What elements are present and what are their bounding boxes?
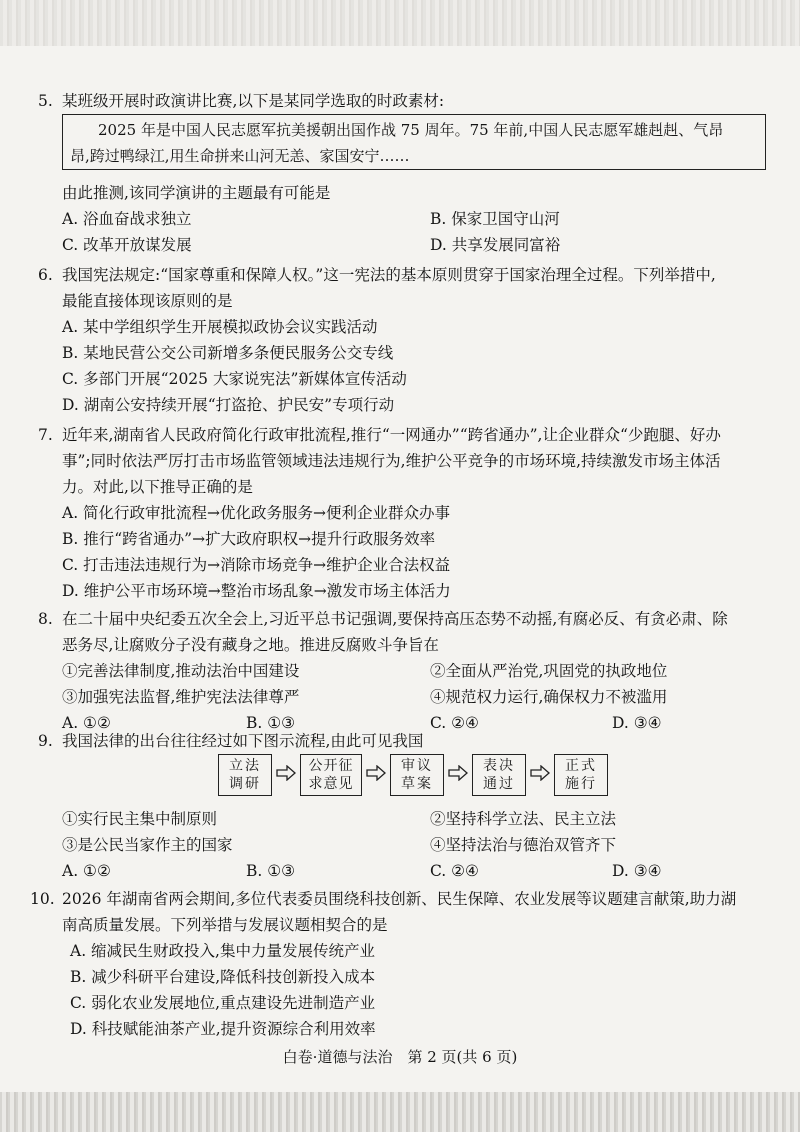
flow-step-legislative-research bbox=[218, 754, 272, 796]
q8-option-d[interactable]: D. ③④ bbox=[612, 714, 662, 732]
q8-line2: 恶务尽,让腐败分子没有藏身之地。推进反腐败斗争旨在 bbox=[62, 636, 439, 654]
q6-option-d[interactable]: D. 湖南公安持续开展“打盗抢、护民安”专项行动 bbox=[62, 396, 395, 414]
flow-step-1-line2: 调研 bbox=[229, 776, 261, 792]
q10-option-a[interactable]: A. 缩减民生财政投入,集中力量发展传统产业 bbox=[70, 942, 375, 960]
flow-step-1-line1: 立法 bbox=[229, 758, 261, 774]
flow-step-5-line1: 正式 bbox=[565, 758, 597, 774]
flow-step-2-line2: 求意见 bbox=[308, 776, 354, 792]
flow-step-4-line1: 表决 bbox=[483, 758, 515, 774]
q6-line2: 最能直接体现该原则的是 bbox=[62, 292, 233, 310]
q8-option-a[interactable]: A. ①② bbox=[62, 714, 111, 732]
q10-option-b[interactable]: B. 减少科研平台建设,降低科技创新投入成本 bbox=[70, 968, 376, 986]
q5-material-line2: 昂,跨过鸭绿江,用生命拼来山河无恙、家国安宁…… bbox=[70, 147, 410, 165]
q8-line1: 在二十届中央纪委五次全会上,习近平总书记强调,要保持高压态势不动摇,有腐必反、有贪必肃、除 bbox=[62, 610, 728, 628]
q7-line3: 力。对此,以下推导正确的是 bbox=[62, 478, 253, 496]
flow-step-3-line2: 草案 bbox=[401, 776, 433, 792]
flow-arrow-4-icon bbox=[530, 765, 550, 781]
q9-item-2: ②坚持科学立法、民主立法 bbox=[430, 810, 617, 828]
flow-arrow-3-icon bbox=[448, 765, 468, 781]
q6-option-c[interactable]: C. 多部门开展“2025 大家说宪法”新媒体宣传活动 bbox=[62, 370, 407, 388]
q8-item-2: ②全面从严治党,巩固党的执政地位 bbox=[430, 662, 668, 680]
q8-item-3: ③加强宪法监督,维护宪法法律尊严 bbox=[62, 688, 300, 706]
q8-option-c[interactable]: C. ②④ bbox=[430, 714, 479, 732]
q6-option-b[interactable]: B. 某地民营公交公司新增多条便民服务公交专线 bbox=[62, 344, 394, 362]
page-footer: 白卷·道德与法治 第 2 页(共 6 页) bbox=[282, 1048, 518, 1066]
q8-option-b[interactable]: B. ①③ bbox=[246, 714, 296, 732]
q10-line1: 2026 年湖南省两会期间,多位代表委员围绕科技创新、民生保障、农业发展等议题建言献策,助力湖 bbox=[62, 890, 737, 908]
q9-item-4: ④坚持法治与德治双管齐下 bbox=[430, 836, 617, 854]
q5-option-d[interactable]: D. 共享发展同富裕 bbox=[430, 236, 561, 254]
q7-option-c[interactable]: C. 打击违法违规行为→消除市场竞争→维护企业合法权益 bbox=[62, 556, 451, 574]
q8-number: 8. bbox=[38, 610, 53, 628]
q9-option-a[interactable]: A. ①② bbox=[62, 862, 111, 880]
q6-option-a[interactable]: A. 某中学组织学生开展模拟政协会议实践活动 bbox=[62, 318, 378, 336]
q5-option-c[interactable]: C. 改革开放谋发展 bbox=[62, 236, 192, 254]
flow-step-review-draft bbox=[390, 754, 444, 796]
q5-question: 由此推测,该同学演讲的主题最有可能是 bbox=[62, 184, 331, 202]
q7-number: 7. bbox=[38, 426, 53, 444]
q9-stem: 我国法律的出台往往经过如下图示流程,由此可见我国 bbox=[62, 732, 424, 750]
q7-line2: 事”;同时依法严厉打击市场监管领域违法违规行为,维护公平竞争的市场环境,持续激发市场主体活 bbox=[62, 452, 721, 470]
q9-option-b[interactable]: B. ①③ bbox=[246, 862, 296, 880]
q10-option-c[interactable]: C. 弱化农业发展地位,重点建设先进制造产业 bbox=[70, 994, 376, 1012]
flow-step-2-line1: 公开征 bbox=[308, 758, 354, 774]
q9-item-1: ①实行民主集中制原则 bbox=[62, 810, 218, 828]
flow-step-vote-pass bbox=[472, 754, 526, 796]
q7-option-d[interactable]: D. 维护公平市场环境→整治市场乱象→激发市场主体活力 bbox=[62, 582, 451, 600]
q5-option-a[interactable]: A. 浴血奋战求独立 bbox=[62, 210, 192, 228]
q10-line2: 南高质量发展。下列举措与发展议题相契合的是 bbox=[62, 916, 388, 934]
q9-option-c[interactable]: C. ②④ bbox=[430, 862, 479, 880]
q5-material-line1: 2025 年是中国人民志愿军抗美援朝出国作战 75 周年。75 年前,中国人民志愿军雄赳赳、气昂 bbox=[98, 121, 724, 139]
q10-number: 10. bbox=[30, 890, 55, 908]
flow-step-3-line1: 审议 bbox=[401, 758, 433, 774]
q9-number: 9. bbox=[38, 732, 53, 750]
flow-step-enactment bbox=[554, 754, 608, 796]
flow-step-5-line2: 施行 bbox=[565, 776, 597, 792]
q7-option-b[interactable]: B. 推行“跨省通办”→扩大政府职权→提升行政服务效率 bbox=[62, 530, 436, 548]
q9-option-d[interactable]: D. ③④ bbox=[612, 862, 662, 880]
q7-option-a[interactable]: A. 简化行政审批流程→优化政务服务→便利企业群众办事 bbox=[62, 504, 451, 522]
q5-stem: 某班级开展时政演讲比赛,以下是某同学选取的时政素材: bbox=[62, 92, 445, 110]
q5-number: 5. bbox=[38, 92, 53, 110]
q5-option-b[interactable]: B. 保家卫国守山河 bbox=[430, 210, 560, 228]
q8-item-1: ①完善法律制度,推动法治中国建设 bbox=[62, 662, 300, 680]
flow-step-4-line2: 通过 bbox=[483, 776, 515, 792]
q6-number: 6. bbox=[38, 266, 53, 284]
q10-option-d[interactable]: D. 科技赋能油茶产业,提升资源综合利用效率 bbox=[70, 1020, 376, 1038]
q7-line1: 近年来,湖南省人民政府简化行政审批流程,推行“一网通办”“跨省通办”,让企业群众“少跑腿、好办 bbox=[62, 426, 721, 444]
flow-arrow-1-icon bbox=[276, 765, 296, 781]
scan-edge-bottom bbox=[0, 1092, 800, 1132]
flow-arrow-2-icon bbox=[366, 765, 386, 781]
q9-item-3: ③是公民当家作主的国家 bbox=[62, 836, 233, 854]
q6-line1: 我国宪法规定:“国家尊重和保障人权。”这一宪法的基本原则贯穿于国家治理全过程。下列举措中, bbox=[62, 266, 716, 284]
flow-step-public-comment bbox=[300, 754, 362, 796]
q8-item-4: ④规范权力运行,确保权力不被滥用 bbox=[430, 688, 668, 706]
